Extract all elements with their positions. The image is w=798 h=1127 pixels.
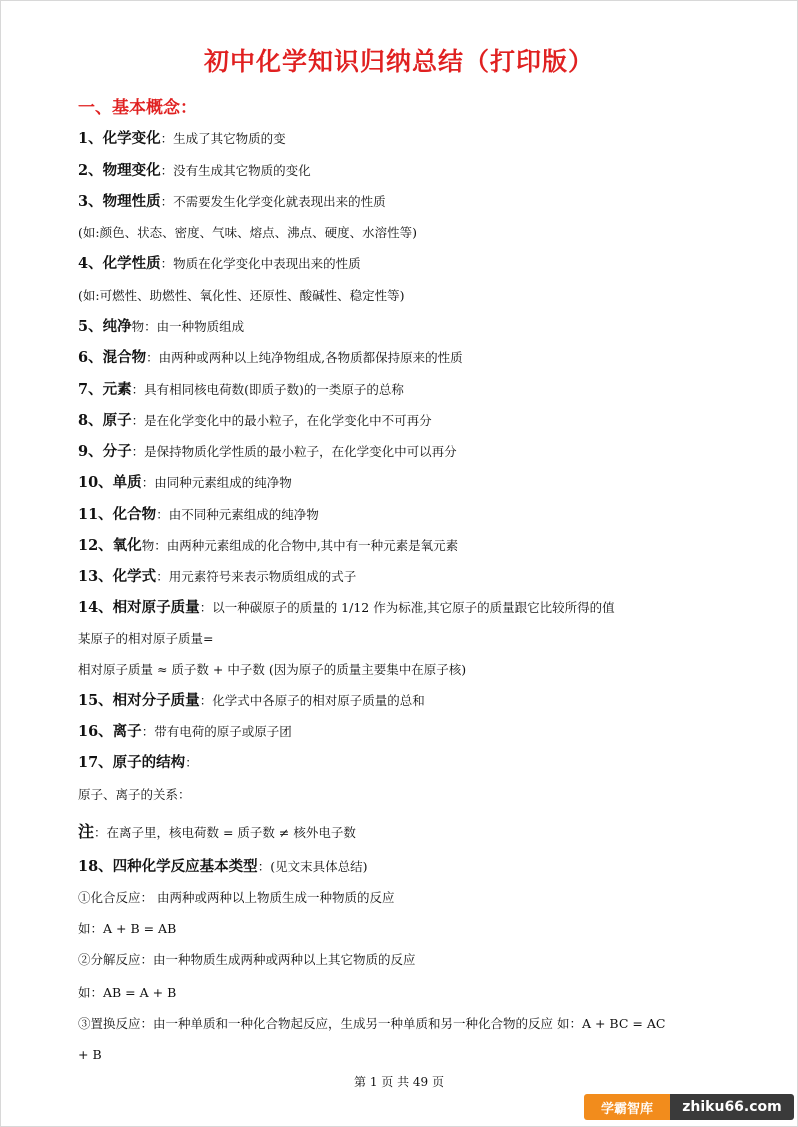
content-line [78, 599, 615, 617]
definition-text: 物：由两种元素组成的化合物中,其中有一种元素是氧元素 [141, 538, 459, 553]
content-line [78, 920, 176, 938]
definition-text: ：带有电荷的原子或原子团 [141, 724, 292, 739]
term-label: 17、原子的结构 [78, 754, 186, 771]
definition-text: ②分解反应：由一种物质生成两种或两种以上其它物质的反应 [78, 952, 416, 967]
content-line [78, 951, 416, 969]
content-line [78, 568, 356, 586]
content-line [78, 786, 191, 804]
content-line [78, 287, 404, 305]
term-label: 3、物理性质 [78, 193, 161, 210]
page-footer: 第 1 页 共 49 页 [354, 1075, 444, 1089]
definition-text: + B [78, 1047, 102, 1062]
definition-text: ：没有生成其它物质的变化 [160, 163, 311, 178]
section-heading: 一、基本概念： [78, 98, 197, 118]
content-line [78, 630, 213, 648]
content-line [78, 1015, 665, 1033]
content-line [78, 349, 463, 367]
term-label: 2、物理变化 [78, 162, 161, 179]
document-title: 初中化学知识归纳总结（打印版） [203, 47, 594, 76]
content-line [78, 474, 292, 492]
term-label: 9、分子 [78, 443, 132, 460]
definition-text: ：是在化学变化中的最小粒子，在化学变化中不可再分 [131, 413, 432, 428]
content-line [78, 1046, 102, 1064]
definition-text: ：是保持物质化学性质的最小粒子，在化学变化中可以再分 [131, 444, 457, 459]
content-line [78, 255, 361, 273]
content-line [78, 723, 292, 741]
definition-text: (如:可燃性、助燃性、氧化性、还原性、酸碱性、稳定性等) [78, 288, 405, 303]
term-label: 1、化学变化 [78, 130, 161, 147]
definition-text: ：生成了其它物质的变 [160, 131, 286, 146]
term-label: 4、化学性质 [78, 255, 161, 272]
content-line [78, 193, 386, 211]
watermark-logo [584, 1094, 794, 1120]
definition-text: ：由两种或两种以上纯净物组成,各物质都保持原来的性质 [146, 350, 463, 365]
term-label: 16、离子 [78, 723, 142, 740]
content-line [78, 889, 394, 907]
definition-text: ： [185, 755, 198, 770]
term-label: 12、氧化 [78, 537, 142, 554]
definition-text: (如:颜色、状态、密度、气味、熔点、沸点、硬度、水溶性等) [78, 225, 417, 240]
definition-text: 如：A + B = AB [78, 921, 177, 936]
watermark-brand: 学霸智库 [584, 1094, 670, 1120]
term-label: 13、化学式 [78, 568, 157, 585]
definition-text: ：在离子里，核电荷数 = 质子数 ≠ 核外电子数 [94, 825, 356, 840]
definition-text: 物：由一种物质组成 [131, 319, 245, 334]
term-label: 10、单质 [78, 474, 142, 491]
definition-text: 相对原子质量 ≈ 质子数 + 中子数 (因为原子的质量主要集中在原子核) [78, 662, 467, 677]
definition-text: ：不需要发生化学变化就表现出来的性质 [160, 194, 386, 209]
content-line [78, 858, 367, 876]
content-line [78, 412, 432, 430]
content-line [78, 692, 425, 710]
definition-text: ：具有相同核电荷数(即质子数)的一类原子的总称 [131, 382, 404, 397]
term-label: 15、相对分子质量 [78, 692, 200, 709]
definition-text: 某原子的相对原子质量= [78, 631, 214, 646]
term-label: 18、四种化学反应基本类型 [78, 858, 258, 875]
term-label: 8、原子 [78, 412, 132, 429]
content-line [78, 506, 319, 524]
term-label: 6、混合物 [78, 349, 147, 366]
definition-text: 原子、离子的关系： [78, 787, 191, 802]
content-line [78, 754, 198, 772]
definition-text: ：化学式中各原子的相对原子质量的总和 [199, 693, 425, 708]
definition-text: 如：AB = A + B [78, 985, 177, 1000]
content-line [78, 130, 286, 148]
watermark-url: zhiku66.com [670, 1094, 794, 1120]
content-line [78, 162, 311, 180]
definition-text: ：由同种元素组成的纯净物 [141, 475, 292, 490]
content-line [78, 443, 457, 461]
definition-text: ：由不同种元素组成的纯净物 [156, 507, 319, 522]
term-label: 5、纯净 [78, 318, 132, 335]
definition-text: ：以一种碳原子的质量的 1/12 作为标准,其它原子的质量跟它比较所得的值 [199, 600, 615, 615]
definition-text: ：(见文末具体总结) [257, 859, 368, 874]
term-label: 注 [78, 822, 95, 841]
term-label: 14、相对原子质量 [78, 599, 200, 616]
content-line [78, 537, 458, 555]
content-line [78, 984, 176, 1002]
content-line [78, 381, 404, 399]
content-line [78, 318, 244, 336]
definition-text: ③置换反应：由一种单质和一种化合物起反应，生成另一种单质和另一种化合物的反应 如：A + BC = AC [78, 1016, 666, 1031]
content-line [78, 661, 466, 679]
term-label: 7、元素 [78, 381, 132, 398]
definition-text: ：物质在化学变化中表现出来的性质 [160, 256, 361, 271]
content-line [78, 823, 356, 842]
definition-text: ①化合反应： 由两种或两种以上物质生成一种物质的反应 [78, 890, 395, 905]
term-label: 11、化合物 [78, 506, 157, 523]
definition-text: ：用元素符号来表示物质组成的式子 [156, 569, 357, 584]
content-line [78, 224, 417, 242]
